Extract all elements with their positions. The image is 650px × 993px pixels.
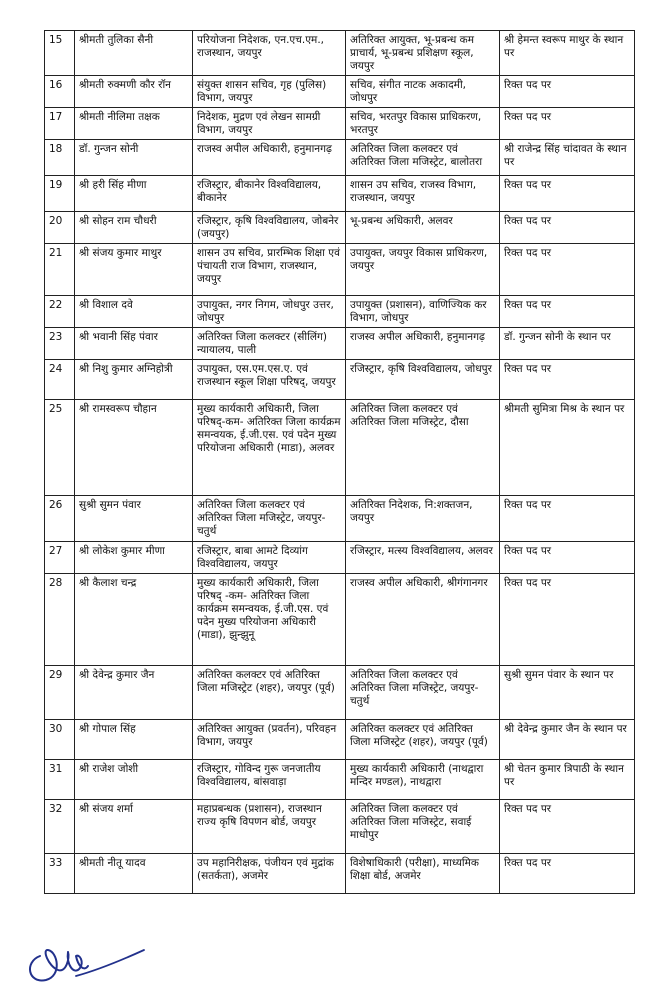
serial-number-cell: 33 xyxy=(45,854,75,894)
new-posting-cell: सचिव, भरतपुर विकास प्राधिकरण, भरतपुर xyxy=(346,108,500,140)
officer-name-cell: श्री संजय कुमार माथुर xyxy=(75,244,193,296)
current-posting-cell: उपायुक्त, एस.एम.एस.ए. एवं राजस्थान स्कूल शिक्षा परिषद्, जयपुर xyxy=(193,360,346,400)
table-row xyxy=(45,140,635,176)
new-posting-cell: अतिरिक्त जिला कलक्टर एवं अतिरिक्त जिला मजिस्ट्रेट, दौसा xyxy=(346,400,500,496)
current-posting-cell: मुख्य कार्यकारी अधिकारी, जिला परिषद् -कम- अतिरिक्त जिला कार्यक्रम समन्वयक, ई.जी.एस. एवं पदेन मुख्य परियोजना अधिकारी (माडा), झुन्झुनू xyxy=(193,574,346,666)
remark-cell: रिक्त पद पर xyxy=(500,496,635,542)
officer-name-cell: श्री राजेश जोशी xyxy=(75,760,193,800)
table-row xyxy=(45,666,635,720)
current-posting-cell: रजिस्ट्रार, गोविन्द गुरू जनजातीय विश्वविद्यालय, बांसवाड़ा xyxy=(193,760,346,800)
current-posting-cell: उप महानिरीक्षक, पंजीयन एवं मुद्रांक (सतर्कता), अजमेर xyxy=(193,854,346,894)
current-posting-cell: राजस्व अपील अधिकारी, हनुमानगढ़ xyxy=(193,140,346,176)
remark-cell: रिक्त पद पर xyxy=(500,360,635,400)
officer-name-cell: श्री गोपाल सिंह xyxy=(75,720,193,760)
new-posting-cell: अतिरिक्त जिला कलक्टर एवं अतिरिक्त जिला मजिस्ट्रेट, सवाई माधोपुर xyxy=(346,800,500,854)
remark-cell: सुश्री सुमन पंवार के स्थान पर xyxy=(500,666,635,720)
current-posting-cell: अतिरिक्त जिला कलक्टर (सीलिंग) न्यायालय, पाली xyxy=(193,328,346,360)
transfer-order-page xyxy=(44,30,634,894)
table-row xyxy=(45,176,635,212)
serial-number-cell: 26 xyxy=(45,496,75,542)
new-posting-cell: मुख्य कार्यकारी अधिकारी (नाथद्वारा मन्दिर मण्डल), नाथद्वारा xyxy=(346,760,500,800)
serial-number-cell: 16 xyxy=(45,76,75,108)
serial-number-cell: 27 xyxy=(45,542,75,574)
officer-name-cell: श्री निशु कुमार अग्निहोत्री xyxy=(75,360,193,400)
current-posting-cell: रजिस्ट्रार, बीकानेर विश्वविद्यालय, बीकानेर xyxy=(193,176,346,212)
serial-number-cell: 28 xyxy=(45,574,75,666)
officer-name-cell: श्रीमती रुक्मणी कौर रॉन xyxy=(75,76,193,108)
current-posting-cell: महाप्रबन्धक (प्रशासन), राजस्थान राज्य कृषि विपणन बोर्ड, जयपुर xyxy=(193,800,346,854)
new-posting-cell: अतिरिक्त जिला कलक्टर एवं अतिरिक्त जिला मजिस्ट्रेट, बालोतरा xyxy=(346,140,500,176)
new-posting-cell: सचिव, संगीत नाटक अकादमी, जोधपुर xyxy=(346,76,500,108)
current-posting-cell: उपायुक्त, नगर निगम, जोधपुर उत्तर, जोधपुर xyxy=(193,296,346,328)
serial-number-cell: 17 xyxy=(45,108,75,140)
remark-cell: रिक्त पद पर xyxy=(500,212,635,244)
remark-cell: श्री हेमन्त स्वरूप माथुर के स्थान पर xyxy=(500,31,635,76)
officer-name-cell: श्री देवेन्द्र कुमार जैन xyxy=(75,666,193,720)
new-posting-cell: अतिरिक्त आयुक्त, भू-प्रबन्ध कम प्राचार्य, भू-प्रबन्ध प्रशिक्षण स्कूल, जयपुर xyxy=(346,31,500,76)
current-posting-cell: मुख्य कार्यकारी अधिकारी, जिला परिषद्-कम- अतिरिक्त जिला कार्यक्रम समन्वयक, ई.जी.एस. एवं पदेन मुख्य परियोजना अधिकारी (माडा), अलवर xyxy=(193,400,346,496)
officer-name-cell: श्री रामस्वरूप चौहान xyxy=(75,400,193,496)
new-posting-cell: शासन उप सचिव, राजस्व विभाग, राजस्थान, जयपुर xyxy=(346,176,500,212)
table-row xyxy=(45,31,635,76)
new-posting-cell: राजस्व अपील अधिकारी, श्रीगंगानगर xyxy=(346,574,500,666)
table-row xyxy=(45,760,635,800)
officer-name-cell: डॉ. गुन्जन सोनी xyxy=(75,140,193,176)
serial-number-cell: 25 xyxy=(45,400,75,496)
remark-cell: श्री चेतन कुमार त्रिपाठी के स्थान पर xyxy=(500,760,635,800)
remark-cell: रिक्त पद पर xyxy=(500,296,635,328)
serial-number-cell: 15 xyxy=(45,31,75,76)
transfer-table-body xyxy=(45,31,635,894)
remark-cell: रिक्त पद पर xyxy=(500,800,635,854)
officer-name-cell: सुश्री सुमन पंवार xyxy=(75,496,193,542)
table-row xyxy=(45,244,635,296)
remark-cell: रिक्त पद पर xyxy=(500,176,635,212)
officer-name-cell: श्री विशाल दवे xyxy=(75,296,193,328)
remark-cell: रिक्त पद पर xyxy=(500,542,635,574)
table-row xyxy=(45,800,635,854)
table-row xyxy=(45,76,635,108)
serial-number-cell: 19 xyxy=(45,176,75,212)
new-posting-cell: रजिस्ट्रार, कृषि विश्वविद्यालय, जोधपुर xyxy=(346,360,500,400)
officer-name-cell: श्रीमती तुलिका सैनी xyxy=(75,31,193,76)
current-posting-cell: अतिरिक्त कलक्टर एवं अतिरिक्त जिला मजिस्ट्रेट (शहर), जयपुर (पूर्व) xyxy=(193,666,346,720)
remark-cell: रिक्त पद पर xyxy=(500,108,635,140)
current-posting-cell: शासन उप सचिव, प्रारम्भिक शिक्षा एवं पंचायती राज विभाग, राजस्थान, जयपुर xyxy=(193,244,346,296)
new-posting-cell: अतिरिक्त निदेशक, नि:शक्तजन, जयपुर xyxy=(346,496,500,542)
table-row xyxy=(45,542,635,574)
table-row xyxy=(45,328,635,360)
table-row xyxy=(45,108,635,140)
serial-number-cell: 23 xyxy=(45,328,75,360)
serial-number-cell: 21 xyxy=(45,244,75,296)
current-posting-cell: निदेशक, मुद्रण एवं लेखन सामग्री विभाग, जयपुर xyxy=(193,108,346,140)
serial-number-cell: 20 xyxy=(45,212,75,244)
current-posting-cell: संयुक्त शासन सचिव, गृह (पुलिस) विभाग, जयपुर xyxy=(193,76,346,108)
remark-cell: डॉ. गुन्जन सोनी के स्थान पर xyxy=(500,328,635,360)
remark-cell: रिक्त पद पर xyxy=(500,76,635,108)
officer-name-cell: श्री हरी सिंह मीणा xyxy=(75,176,193,212)
new-posting-cell: अतिरिक्त जिला कलक्टर एवं अतिरिक्त जिला मजिस्ट्रेट, जयपुर-चतुर्थ xyxy=(346,666,500,720)
officer-name-cell: श्री लोकेश कुमार मीणा xyxy=(75,542,193,574)
officer-name-cell: श्री कैलाश चन्द्र xyxy=(75,574,193,666)
remark-cell: रिक्त पद पर xyxy=(500,244,635,296)
signature xyxy=(18,932,148,988)
new-posting-cell: विशेषाधिकारी (परीक्षा), माध्यमिक शिक्षा बोर्ड, अजमेर xyxy=(346,854,500,894)
table-row xyxy=(45,854,635,894)
new-posting-cell: राजस्व अपील अधिकारी, हनुमानगढ़ xyxy=(346,328,500,360)
serial-number-cell: 22 xyxy=(45,296,75,328)
new-posting-cell: भू-प्रबन्ध अधिकारी, अलवर xyxy=(346,212,500,244)
table-row xyxy=(45,574,635,666)
table-row xyxy=(45,212,635,244)
remark-cell: श्री राजेन्द्र सिंह चांदावत के स्थान पर xyxy=(500,140,635,176)
remark-cell: रिक्त पद पर xyxy=(500,574,635,666)
remark-cell: श्री देवेन्द्र कुमार जैन के स्थान पर xyxy=(500,720,635,760)
table-row xyxy=(45,496,635,542)
serial-number-cell: 24 xyxy=(45,360,75,400)
officer-name-cell: श्रीमती नीलिमा तक्षक xyxy=(75,108,193,140)
serial-number-cell: 29 xyxy=(45,666,75,720)
new-posting-cell: उपायुक्त (प्रशासन), वाणिज्यिक कर विभाग, जोधपुर xyxy=(346,296,500,328)
table-row xyxy=(45,400,635,496)
current-posting-cell: अतिरिक्त आयुक्त (प्रवर्तन), परिवहन विभाग, जयपुर xyxy=(193,720,346,760)
remark-cell: रिक्त पद पर xyxy=(500,854,635,894)
current-posting-cell: रजिस्ट्रार, बाबा आमटे दिव्यांग विश्वविद्यालय, जयपुर xyxy=(193,542,346,574)
table-row xyxy=(45,296,635,328)
serial-number-cell: 18 xyxy=(45,140,75,176)
current-posting-cell: रजिस्ट्रार, कृषि विश्वविद्यालय, जोबनेर (जयपुर) xyxy=(193,212,346,244)
new-posting-cell: अतिरिक्त कलक्टर एवं अतिरिक्त जिला मजिस्ट्रेट (शहर), जयपुर (पूर्व) xyxy=(346,720,500,760)
table-row xyxy=(45,720,635,760)
current-posting-cell: परियोजना निदेशक, एन.एच.एम., राजस्थान, जयपुर xyxy=(193,31,346,76)
officer-name-cell: श्री भवानी सिंह पंवार xyxy=(75,328,193,360)
officer-name-cell: श्री सोहन राम चौधरी xyxy=(75,212,193,244)
transfer-table xyxy=(44,30,635,894)
new-posting-cell: रजिस्ट्रार, मत्स्य विश्वविद्यालय, अलवर xyxy=(346,542,500,574)
table-row xyxy=(45,360,635,400)
remark-cell: श्रीमती सुमित्रा मिश्र के स्थान पर xyxy=(500,400,635,496)
officer-name-cell: श्री संजय शर्मा xyxy=(75,800,193,854)
current-posting-cell: अतिरिक्त जिला कलक्टर एवं अतिरिक्त जिला मजिस्ट्रेट, जयपुर-चतुर्थ xyxy=(193,496,346,542)
serial-number-cell: 31 xyxy=(45,760,75,800)
serial-number-cell: 32 xyxy=(45,800,75,854)
officer-name-cell: श्रीमती नीतू यादव xyxy=(75,854,193,894)
new-posting-cell: उपायुक्त, जयपुर विकास प्राधिकरण, जयपुर xyxy=(346,244,500,296)
serial-number-cell: 30 xyxy=(45,720,75,760)
